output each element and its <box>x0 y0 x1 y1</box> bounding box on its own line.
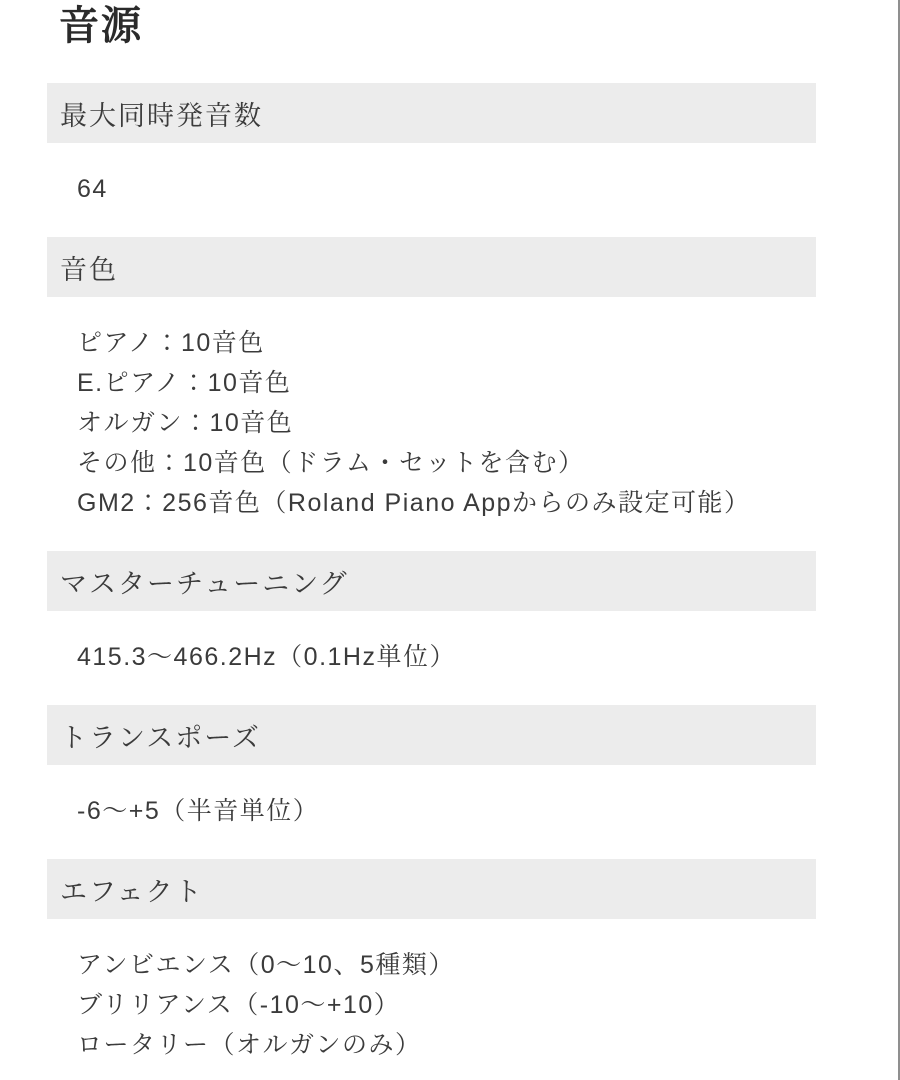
spec-header-label: マスターチューニング <box>60 568 349 599</box>
spec-line: ブリリアンス（-10〜+10） <box>77 991 401 1019</box>
spec-value-effects <box>77 945 898 1065</box>
spec-header-label: エフェクト <box>60 876 204 907</box>
spec-line: GM2：256音色（Roland Piano Appからのみ設定可能） <box>77 489 751 517</box>
spec-section-max-polyphony <box>0 83 898 209</box>
spec-line: 415.3〜466.2Hz（0.1Hz単位） <box>77 643 456 671</box>
spec-header-label: 最大同時発音数 <box>60 100 263 131</box>
spec-header-max-polyphony <box>47 83 816 143</box>
spec-line: その他：10音色（ドラム・セットを含む） <box>77 449 585 477</box>
spec-section-effects <box>0 859 898 1065</box>
page-title: 音源 <box>59 4 143 48</box>
spec-header-effects <box>47 859 816 919</box>
spec-header-transpose <box>47 705 816 765</box>
spec-header-label: 音色 <box>60 254 118 285</box>
spec-section-master-tuning <box>0 551 898 677</box>
spec-value-master-tuning <box>77 637 898 677</box>
spec-line: -6〜+5（半音単位） <box>77 797 320 825</box>
spec-line: 64 <box>77 175 108 203</box>
spec-header-label: トランスポーズ <box>60 722 261 753</box>
spec-value-transpose <box>77 791 898 831</box>
spec-header-tones <box>47 237 816 297</box>
spec-section-transpose <box>0 705 898 831</box>
spec-section-tones <box>0 237 898 523</box>
spec-value-max-polyphony <box>77 169 898 209</box>
spec-value-tones <box>77 323 898 523</box>
spec-line: ロータリー（オルガンのみ） <box>77 1031 422 1059</box>
spec-line: アンビエンス（0〜10、5種類） <box>77 951 455 979</box>
spec-header-master-tuning <box>47 551 816 611</box>
spec-line: ピアノ：10音色 <box>77 329 265 357</box>
spec-line: E.ピアノ：10音色 <box>77 369 292 397</box>
spec-line: オルガン：10音色 <box>77 409 294 437</box>
